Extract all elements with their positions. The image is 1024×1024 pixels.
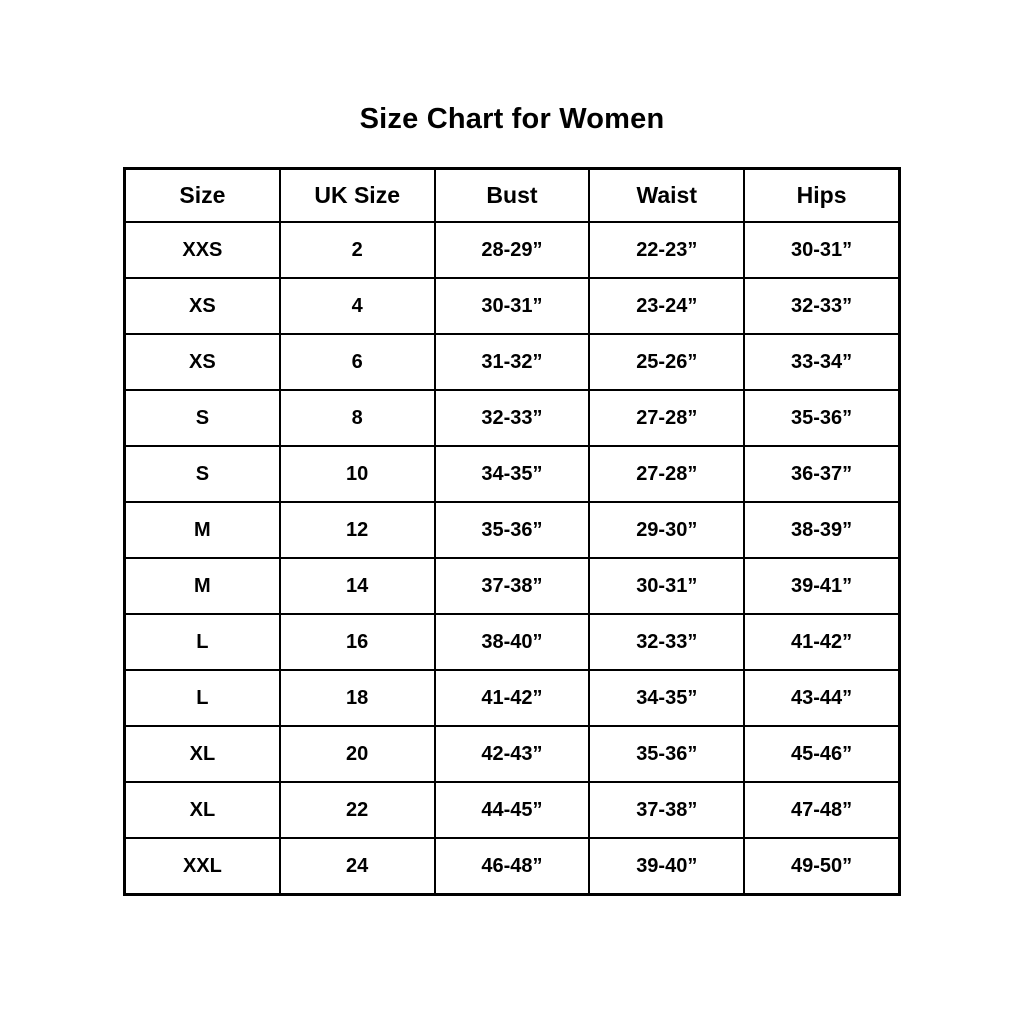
- table-cell-hips: 33-34”: [744, 334, 899, 390]
- table-cell-waist: 29-30”: [589, 502, 744, 558]
- table-cell-uk-size: 8: [280, 390, 435, 446]
- table-cell-uk-size: 18: [280, 670, 435, 726]
- table-cell-hips: 41-42”: [744, 614, 899, 670]
- table-cell-size: XS: [125, 278, 280, 334]
- header-row: [125, 169, 900, 223]
- size-chart-table: [123, 167, 901, 896]
- table-row: [125, 670, 900, 726]
- table-cell-size: L: [125, 614, 280, 670]
- table-cell-size: M: [125, 502, 280, 558]
- table-cell-bust: 46-48”: [435, 838, 590, 895]
- table-cell-uk-size: 16: [280, 614, 435, 670]
- table-cell-waist: 37-38”: [589, 782, 744, 838]
- column-header-bust: Bust: [435, 169, 590, 223]
- table-cell-bust: 30-31”: [435, 278, 590, 334]
- table-row: [125, 782, 900, 838]
- table-cell-waist: 32-33”: [589, 614, 744, 670]
- table-cell-size: XXL: [125, 838, 280, 895]
- table-cell-bust: 31-32”: [435, 334, 590, 390]
- table-cell-size: XXS: [125, 222, 280, 278]
- table-cell-hips: 30-31”: [744, 222, 899, 278]
- table-cell-bust: 41-42”: [435, 670, 590, 726]
- table-cell-uk-size: 10: [280, 446, 435, 502]
- column-header-hips: Hips: [744, 169, 899, 223]
- table-row: [125, 334, 900, 390]
- table-cell-waist: 35-36”: [589, 726, 744, 782]
- table-cell-size: L: [125, 670, 280, 726]
- table-cell-size: XS: [125, 334, 280, 390]
- table-cell-uk-size: 12: [280, 502, 435, 558]
- table-cell-waist: 23-24”: [589, 278, 744, 334]
- table-cell-uk-size: 22: [280, 782, 435, 838]
- table-cell-bust: 34-35”: [435, 446, 590, 502]
- table-cell-waist: 22-23”: [589, 222, 744, 278]
- table-row: [125, 558, 900, 614]
- table-cell-hips: 35-36”: [744, 390, 899, 446]
- table-row: [125, 502, 900, 558]
- table-cell-uk-size: 14: [280, 558, 435, 614]
- table-cell-waist: 25-26”: [589, 334, 744, 390]
- table-cell-size: XL: [125, 726, 280, 782]
- table-cell-size: M: [125, 558, 280, 614]
- table-cell-waist: 27-28”: [589, 390, 744, 446]
- table-body: [125, 222, 900, 895]
- table-row: [125, 390, 900, 446]
- page-title: Size Chart for Women: [359, 103, 665, 135]
- table-cell-bust: 32-33”: [435, 390, 590, 446]
- table-row: [125, 838, 900, 895]
- table-cell-hips: 47-48”: [744, 782, 899, 838]
- table-cell-uk-size: 4: [280, 278, 435, 334]
- table-cell-bust: 44-45”: [435, 782, 590, 838]
- table-cell-hips: 43-44”: [744, 670, 899, 726]
- table-header: [125, 169, 900, 223]
- column-header-size: Size: [125, 169, 280, 223]
- table-cell-hips: 32-33”: [744, 278, 899, 334]
- table-cell-bust: 35-36”: [435, 502, 590, 558]
- table-cell-uk-size: 24: [280, 838, 435, 895]
- table-cell-bust: 38-40”: [435, 614, 590, 670]
- table-row: [125, 726, 900, 782]
- table-cell-size: S: [125, 446, 280, 502]
- table-cell-waist: 27-28”: [589, 446, 744, 502]
- table-cell-size: S: [125, 390, 280, 446]
- table-cell-bust: 37-38”: [435, 558, 590, 614]
- table-cell-uk-size: 6: [280, 334, 435, 390]
- table-cell-uk-size: 20: [280, 726, 435, 782]
- table-cell-uk-size: 2: [280, 222, 435, 278]
- table-cell-waist: 34-35”: [589, 670, 744, 726]
- table-cell-hips: 36-37”: [744, 446, 899, 502]
- table-cell-hips: 49-50”: [744, 838, 899, 895]
- table-cell-bust: 42-43”: [435, 726, 590, 782]
- column-header-waist: Waist: [589, 169, 744, 223]
- table-cell-hips: 45-46”: [744, 726, 899, 782]
- table-row: [125, 614, 900, 670]
- table-cell-hips: 39-41”: [744, 558, 899, 614]
- table-cell-waist: 30-31”: [589, 558, 744, 614]
- table-cell-waist: 39-40”: [589, 838, 744, 895]
- table-row: [125, 222, 900, 278]
- table-cell-bust: 28-29”: [435, 222, 590, 278]
- table-row: [125, 278, 900, 334]
- column-header-uk-size: UK Size: [280, 169, 435, 223]
- table-cell-size: XL: [125, 782, 280, 838]
- table-row: [125, 446, 900, 502]
- table-cell-hips: 38-39”: [744, 502, 899, 558]
